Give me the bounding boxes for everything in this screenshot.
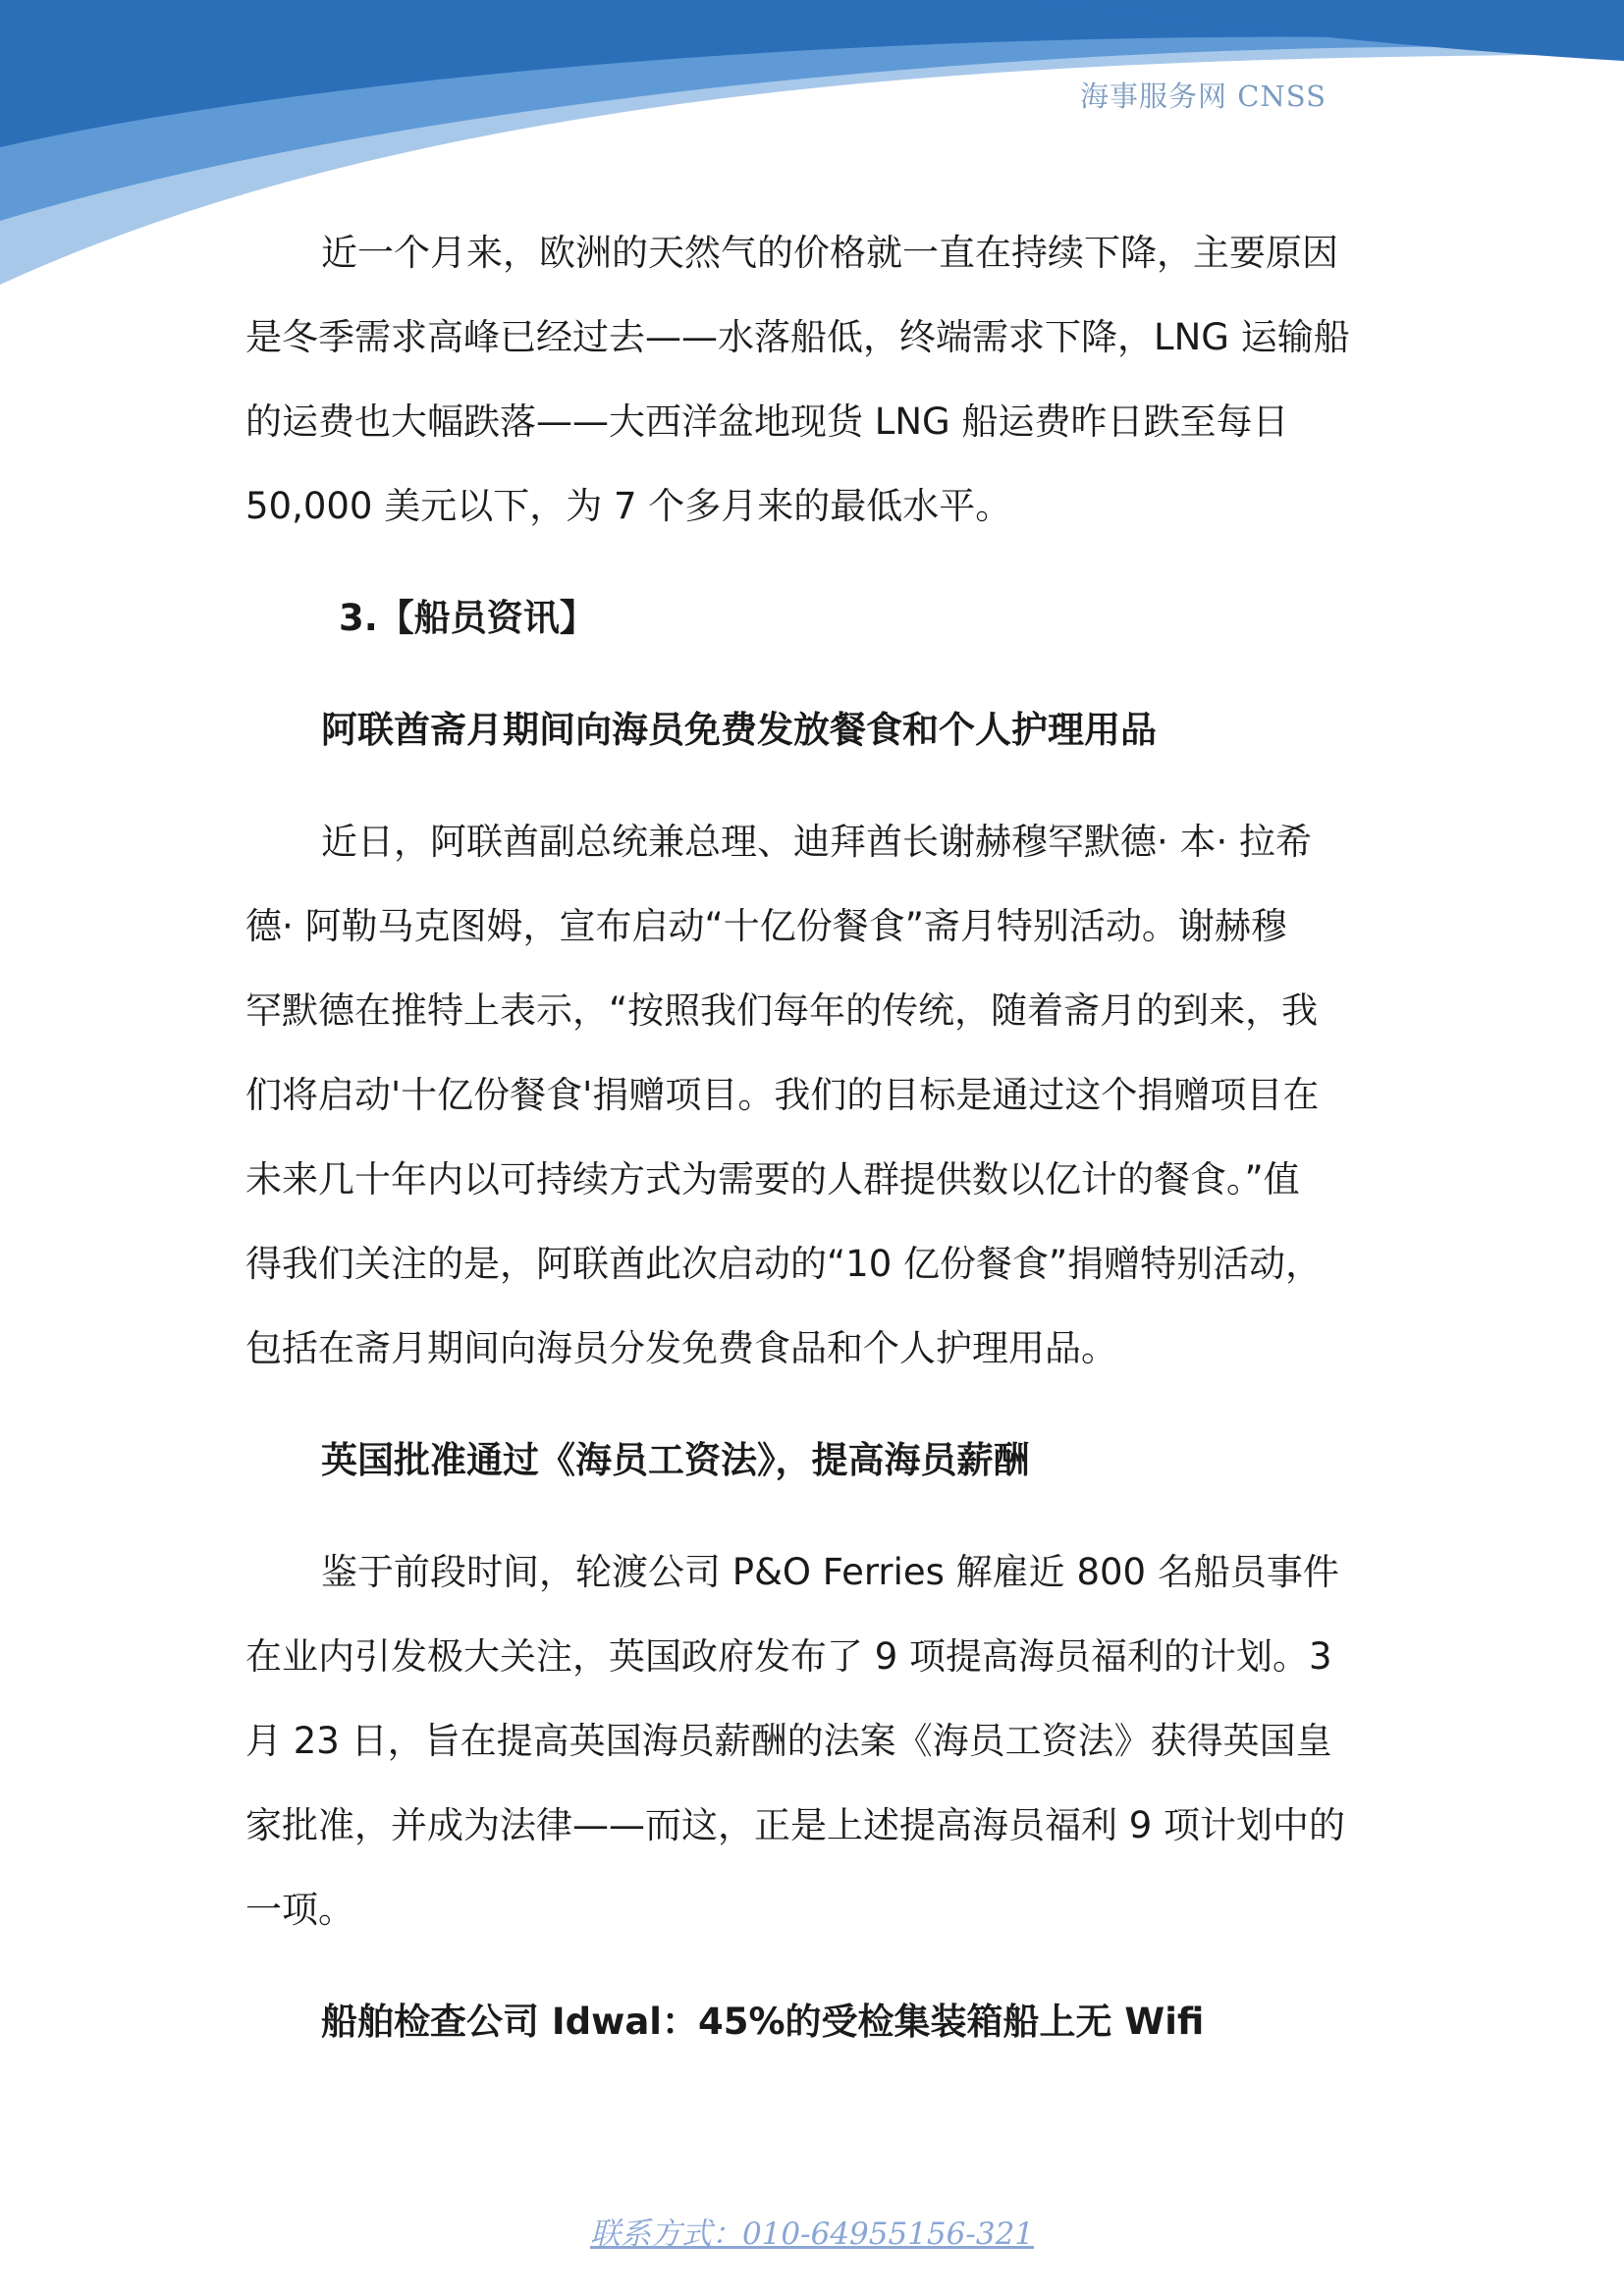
text-line: 鉴于前段时间，轮渡公司 P&O Ferries 解雇近 800 名船员事件 <box>321 1551 1339 1593</box>
text-line: 是冬季需求高峰已经过去——水落船低，终端需求下降，LNG 运输船 <box>245 316 1350 358</box>
text-line: 的运费也大幅跌落——大西洋盆地现货 LNG 船运费昨日跌至每日 <box>245 400 1289 443</box>
text-line: 得我们关注的是，阿联酋此次启动的“10 亿份餐食”捐赠特别活动， <box>245 1243 1323 1285</box>
text-line: 一项。 <box>245 1889 354 1931</box>
paragraph-lng <box>245 211 1375 549</box>
text-line: 德· 阿勒马克图姆，宣布启动“十亿份餐食”斋月特别活动。谢赫穆 <box>245 905 1287 947</box>
text-line: 近日，阿联酋副总统兼总理、迪拜酋长谢赫穆罕默德· 本· 拉希 <box>321 821 1313 863</box>
footer-contact: 联系方式：010-64955156-321 <box>589 2216 1035 2252</box>
text-line: 近一个月来，欧洲的天然气的价格就一直在持续下降，主要原因 <box>321 232 1338 274</box>
site-name: 海事服务网 CNSS <box>1080 80 1327 113</box>
text-line: 50,000 美元以下，为 7 个多月来的最低水平。 <box>245 485 1012 527</box>
document-body <box>245 211 1375 2064</box>
article-heading-uk: 英国批准通过《海员工资法》，提高海员薪酬 <box>321 1439 1030 1481</box>
section-title: 3.【船员资讯】 <box>339 597 596 639</box>
article-heading-uae: 阿联酋斋月期间向海员免费发放餐食和个人护理用品 <box>321 709 1157 751</box>
paragraph-uae <box>245 800 1375 1391</box>
text-line: 在业内引发极大关注，英国政府发布了 9 项提高海员福利的计划。3 <box>245 1635 1332 1678</box>
paragraph-uk <box>245 1530 1375 1952</box>
text-line: 罕默德在推特上表示，“按照我们每年的传统，随着斋月的到来，我 <box>245 989 1319 1032</box>
article-heading-idwal: 船舶检查公司 Idwal：45%的受检集装箱船上无 Wifi <box>321 2001 1205 2043</box>
text-line: 们将启动'十亿份餐食'捐赠项目。我们的目标是通过这个捐赠项目在 <box>245 1074 1320 1116</box>
text-line: 包括在斋月期间向海员分发免费食品和个人护理用品。 <box>245 1327 1117 1369</box>
text-line: 未来几十年内以可持续方式为需要的人群提供数以亿计的餐食。”值 <box>245 1158 1300 1201</box>
text-line: 月 23 日，旨在提高英国海员薪酬的法案《海员工资法》获得英国皇 <box>245 1720 1332 1762</box>
text-line: 家批准，并成为法律——而这，正是上述提高海员福利 9 项计划中的 <box>245 1804 1346 1846</box>
